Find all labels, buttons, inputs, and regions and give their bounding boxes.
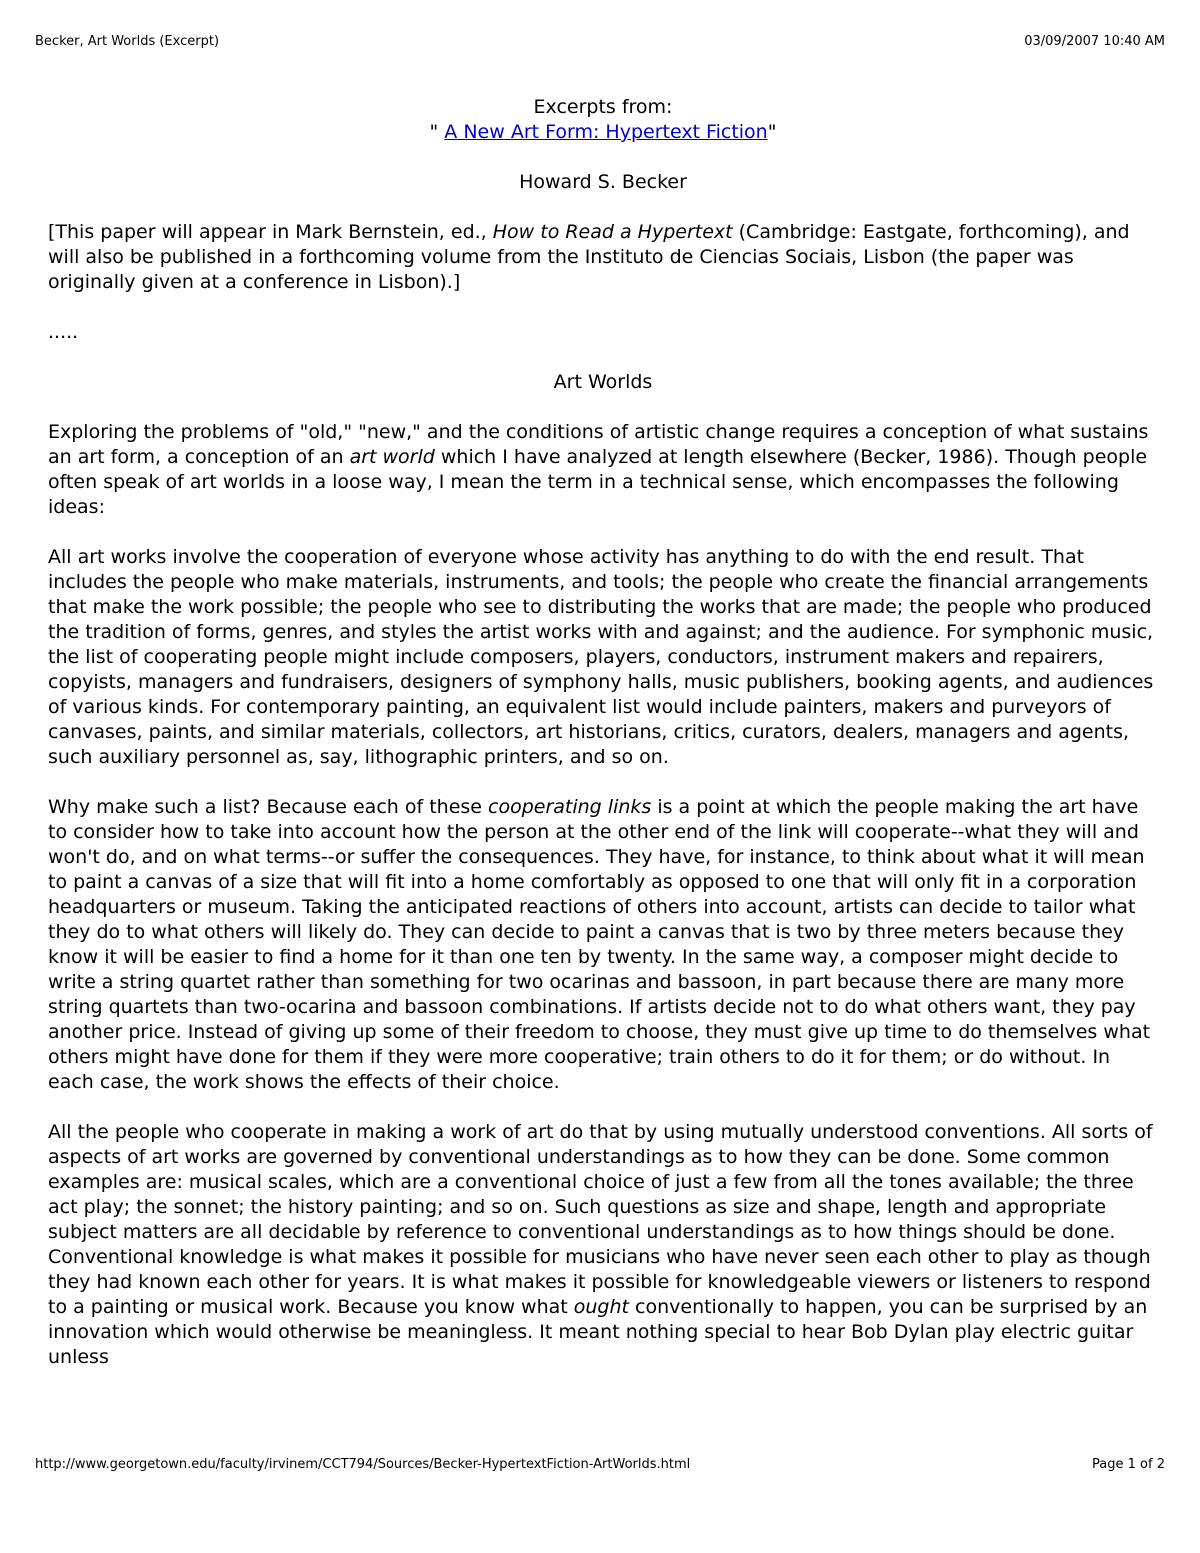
book-title: How to Read a Hypertext [492,221,733,243]
paper-title-link[interactable]: A New Art Form: Hypertext Fiction [444,121,768,143]
paragraph-3: Why make such a list? Because each of these cooperating links is a point at which the people making the art have to consider how to take into account how the person at the other end of the link will cooperate--what they will and won't do, and on what terms--or suffer the consequences. They have, for instance, to think about what it will mean to paint a canvas of a size that will fit into a home comfortably as opposed to one that will only fit in a corporation headquarters or museum. Taking the anticipated reactions of others into account, artists can decide to tailor what they do to what others will likely do. They can decide to paint a canvas that is two by three meters because they know it will be easier to find a home for it than one ten by twenty. In the same way, a composer might decide to write a string quartet rather than something for two ocarinas and bassoon, in part because there are many more string quartets than two-ocarina and bassoon combinations. If artists decide not to do what others want, they pay another price. Instead of giving up some of their freedom to choose, they must give up time to do themselves what others might have done for them if they were more cooperative; train others to do it for them; or do without. In each case, the work shows the effects of their choice. [48,796,1151,1093]
quote-open: " [429,121,445,143]
footer-url: http://www.georgetown.edu/faculty/irvinem/CCT794/Sources/Becker-HypertextFiction-ArtWorlds.html [35,1457,691,1472]
quote-close: " [767,121,777,143]
paragraph-2: All art works involve the cooperation of everyone whose activity has anything to do with the end result. That includes the people who make materials, instruments, and tools; the people who create the financial arrangements that make the work possible; the people who see to distributing the works that are made; the people who produced the tradition of forms, genres, and styles the artist works with and against; and the audience. For symphonic music, the list of cooperating people might include composers, players, conductors, instrument makers and repairers, copyists, managers and fundraisers, designers of symphony halls, music publishers, booking agents, and audiences of various kinds. For contemporary painting, an equivalent list would include painters, makers and purveyors of canvases, paints, and similar materials, collectors, art historians, critics, curators, dealers, managers and agents, such auxiliary personnel as, say, lithographic printers, and so on. [48,546,1154,768]
header-title: Becker, Art Worlds (Excerpt) [35,34,220,49]
title-line [48,120,1158,145]
paragraph-4: All the people who cooperate in making a work of art do that by using mutually understood conventions. All sorts of aspects of art works are governed by conventional understandings as to how they can be done. Some common examples are: musical scales, which are a conventional choice of just a few from all the tones available; the three act play; the sonnet; the history painting; and so on. Such questions as size and shape, length and appropriate subject matters are all decidable by reference to conventional understandings as to how things should be done. Conventional knowledge is what makes it possible for musicians who have never seen each other to play as though they had known each other for years. It is what makes it possible for knowledgeable viewers or listeners to respond to a painting or musical work. Because you know what ought conventionally to happen, you can be surprised by an innovation which would otherwise be meaningless. It meant nothing special to hear Bob Dylan play electric guitar unless [48,1121,1153,1368]
paragraph-1: Exploring the problems of "old," "new," and the conditions of artistic change requires a conception of what sustains an art form, a conception of an art world which I have analyzed at length elsewhere (Becker, 1986). Though people often speak of art worlds in a loose way, I mean the term in a technical sense, which encompasses the following ideas: [48,421,1149,518]
section-heading: Art Worlds [553,371,653,393]
document-body [48,95,1158,1395]
author-name: Howard S. Becker [519,171,687,193]
excerpts-label: Excerpts from: [533,96,673,118]
publication-note: [This paper will appear in Mark Bernstein, ed., How to Read a Hypertext (Cambridge: Eastgate, forthcoming), and will also be published in a forthcoming volume from the Instituto de Ciencias Sociais, Lisbon (the paper was originally given at a conference in Lisbon).] [48,221,1130,293]
emphasis-ought: ought [573,1296,629,1318]
ellipsis-separator: ..... [48,321,79,343]
emphasis-cooperating-links: cooperating links [488,796,652,818]
emphasis-art-world: art world [349,446,435,468]
footer-page-number: Page 1 of 2 [1092,1457,1165,1472]
header-datetime: 03/09/2007 10:40 AM [1024,34,1165,49]
print-header [35,34,1165,49]
print-footer [35,1457,1165,1472]
title-block [48,95,1158,145]
